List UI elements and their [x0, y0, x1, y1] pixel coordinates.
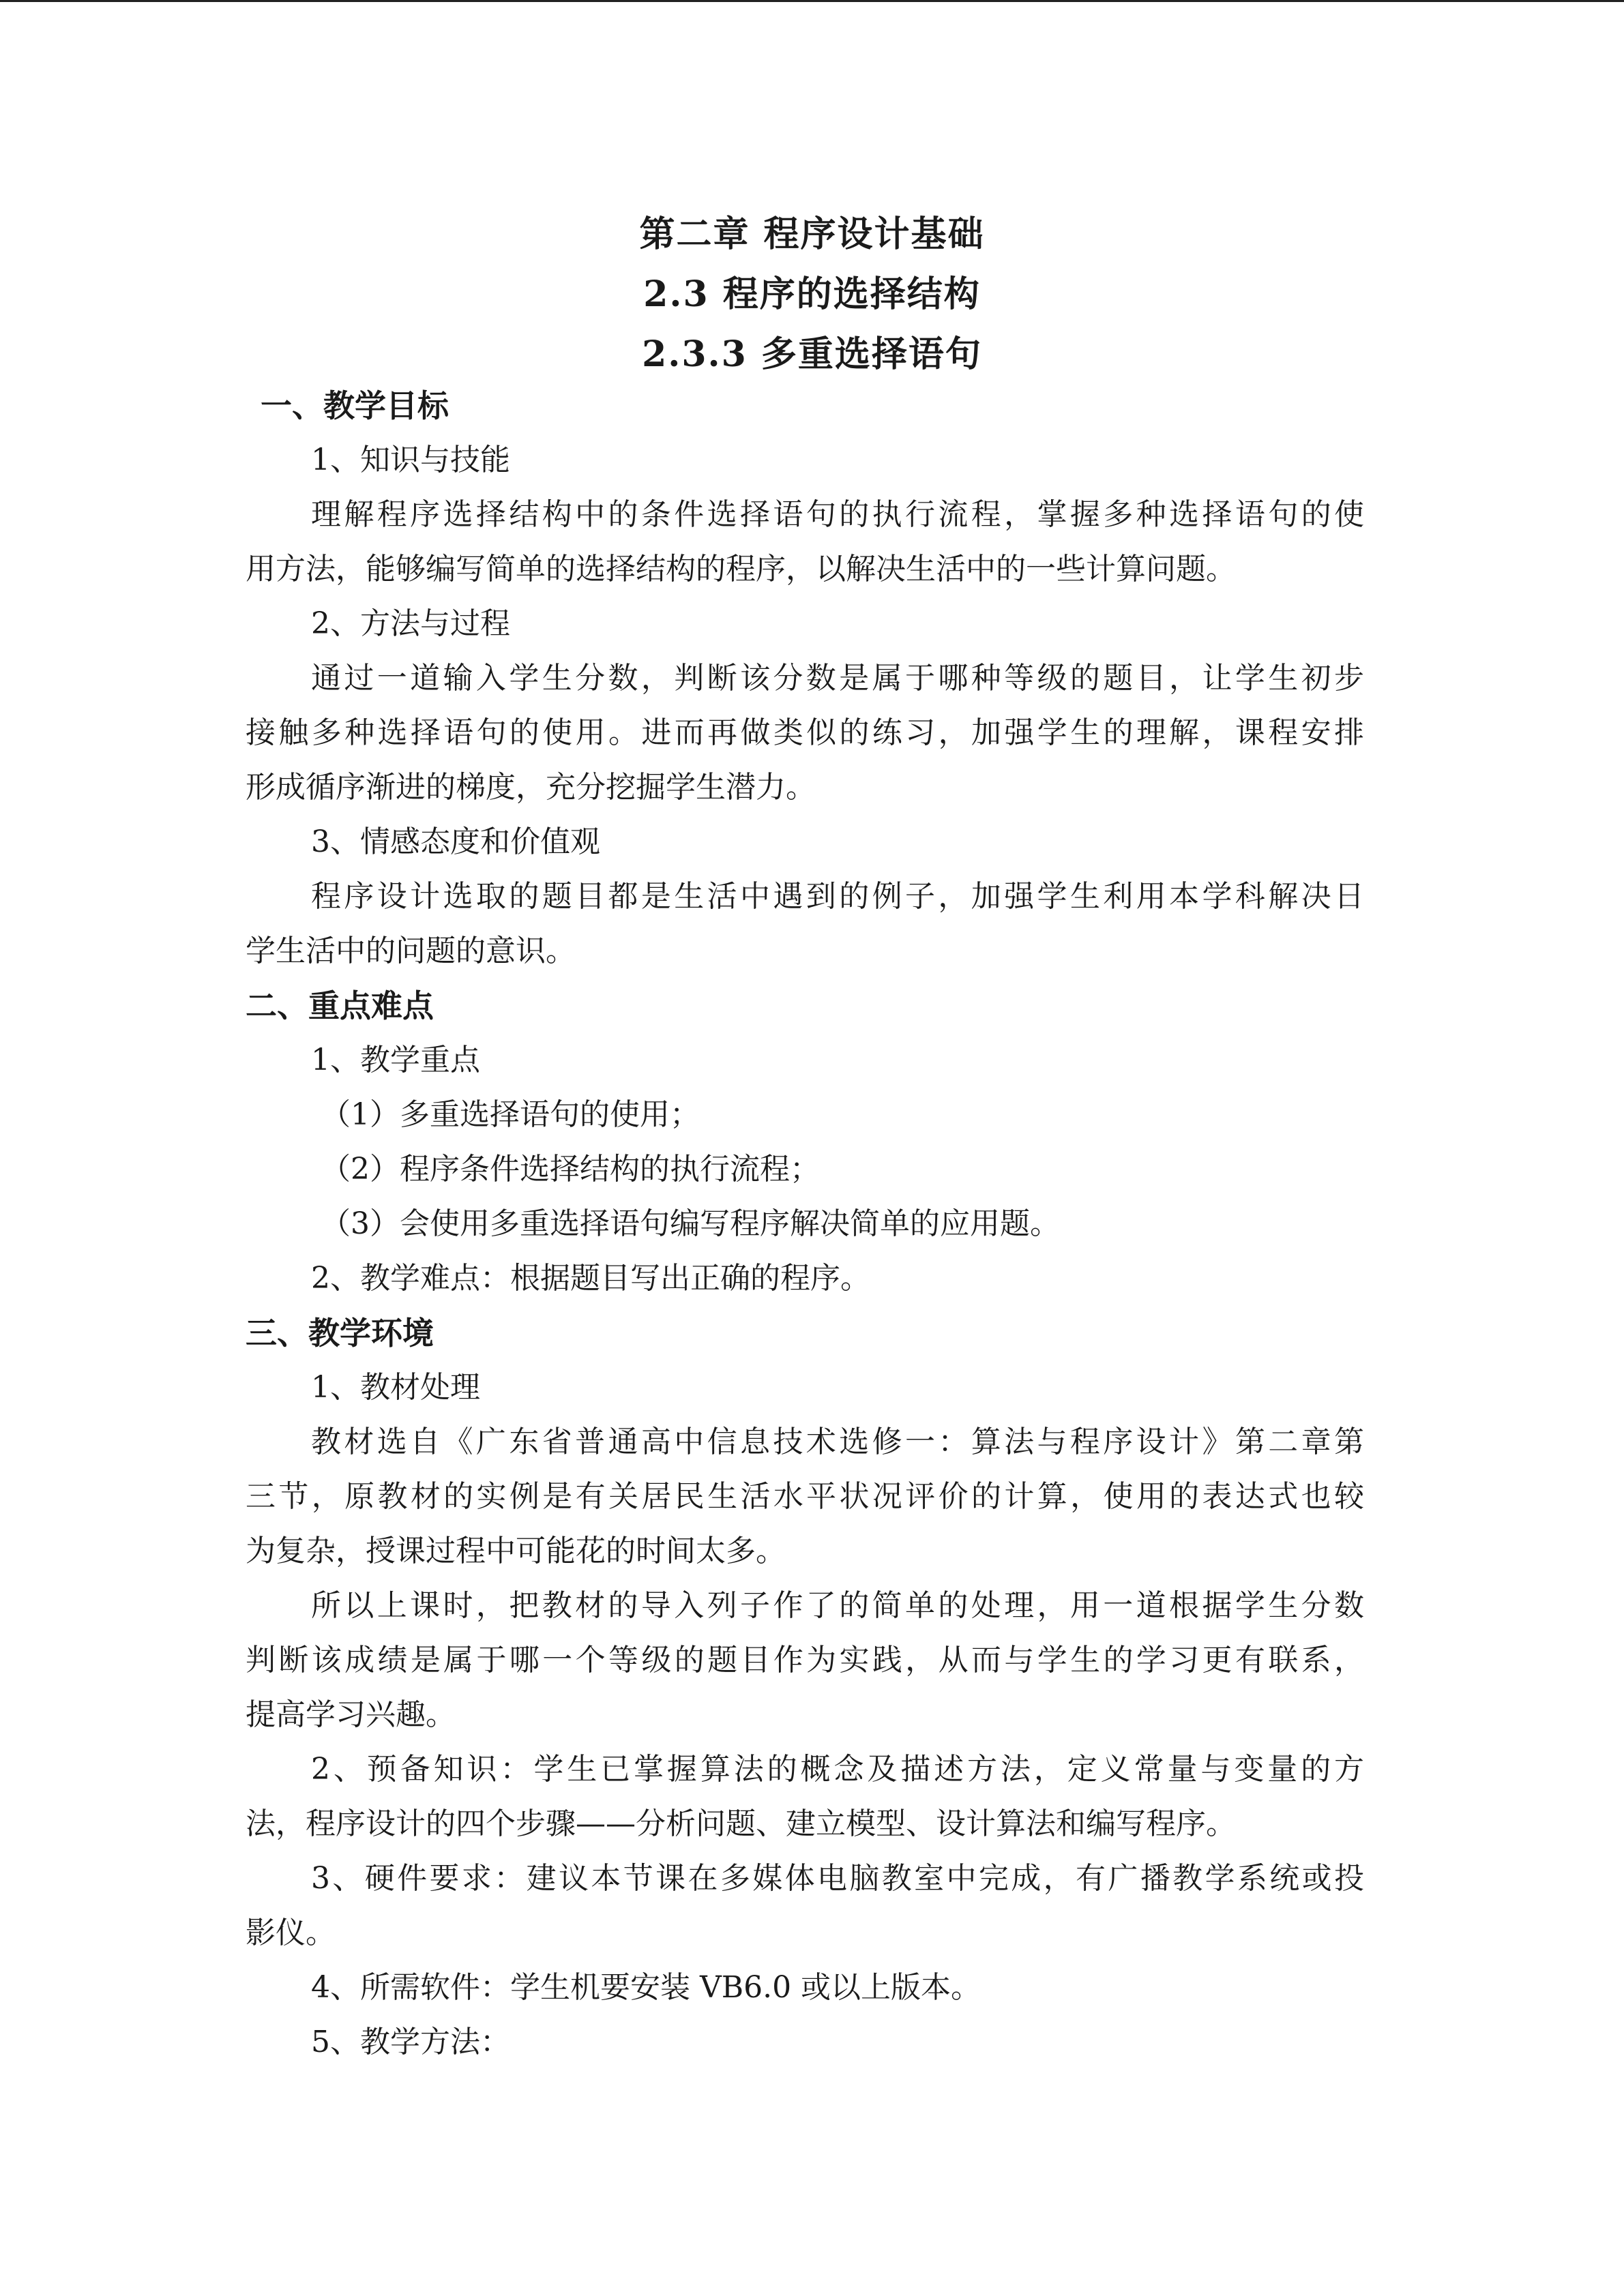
- chapter-title: 第二章 程序设计基础: [639, 213, 985, 255]
- subheading-teaching-difficulty: 2、教学难点：根据题目写出正确的程序。: [311, 1261, 870, 1296]
- paragraph-line: 法，程序设计的四个步骤——分析问题、建立模型、设计算法和编写程序。: [246, 1806, 1236, 1841]
- paragraph-line: 形成循序渐进的梯度，充分挖掘学生潜力。: [246, 770, 816, 805]
- subheading-teaching-method: 5、教学方法：: [311, 2025, 510, 2059]
- paragraph-line: 学生活中的问题的意识。: [246, 934, 576, 968]
- subheading-software: 4、所需软件：学生机要安装 VB6.0 或以上版本。: [311, 1970, 981, 2005]
- subheading-material-handling: 1、教材处理: [311, 1370, 480, 1405]
- subheading-attitude-values: 3、情感态度和价值观: [311, 824, 600, 859]
- paragraph-line: 判断该成绩是属于哪一个等级的题目作为实践，从而与学生的学习更有联系，: [246, 1643, 1364, 1678]
- paragraph-line: 接触多种选择语句的使用。进而再做类似的练习，加强学生的理解，课程安排: [246, 715, 1364, 750]
- paragraph-line: 影仪。: [246, 1915, 336, 1950]
- section-heading-key-points: 二、重点难点: [246, 987, 434, 1024]
- list-item: （1）多重选择语句的使用；: [321, 1097, 700, 1132]
- paragraph-line: 用方法，能够编写简单的选择结构的程序，以解决生活中的一些计算问题。: [246, 552, 1236, 586]
- paragraph-line: 理解程序选择结构中的条件选择语句的执行流程，掌握多种选择语句的使: [311, 497, 1364, 532]
- paragraph-line: 提高学习兴趣。: [246, 1697, 456, 1732]
- subheading-method-process: 2、方法与过程: [311, 606, 510, 641]
- paragraph-line: 通过一道输入学生分数，判断该分数是属于哪种等级的题目，让学生初步: [311, 661, 1364, 696]
- paragraph-line: 教材选自《广东省普通高中信息技术选修一：算法与程序设计》第二章第: [311, 1425, 1364, 1459]
- paragraph-line: 为复杂，授课过程中可能花的时间太多。: [246, 1534, 786, 1568]
- subheading-teaching-focus: 1、教学重点: [311, 1043, 480, 1077]
- paragraph-line: 三节，原教材的实例是有关居民生活水平状况评价的计算，使用的表达式也较: [246, 1479, 1364, 1514]
- subsection-title: 2.3.3 多重选择语句: [642, 333, 982, 375]
- subheading-hardware: 3、硬件要求：建议本节课在多媒体电脑教室中完成，有广播教学系统或投: [311, 1861, 1364, 1896]
- list-item: （2）程序条件选择结构的执行流程；: [321, 1152, 820, 1187]
- subheading-prior-knowledge: 2、预备知识：学生已掌握算法的概念及描述方法，定义常量与变量的方: [311, 1752, 1364, 1787]
- paragraph-line: 所以上课时，把教材的导入列子作了的简单的处理，用一道根据学生分数: [311, 1588, 1364, 1623]
- subheading-knowledge-skills: 1、知识与技能: [311, 443, 510, 477]
- document-body: [246, 378, 1364, 2070]
- list-item: （3）会使用多重选择语句编写程序解决简单的应用题。: [321, 1206, 1060, 1241]
- section-heading-objectives: 一、教学目标: [261, 387, 449, 424]
- section-heading-environment: 三、教学环境: [246, 1315, 434, 1352]
- title-block: [0, 205, 1624, 385]
- paragraph-line: 程序设计选取的题目都是生活中遇到的例子，加强学生利用本学科解决日: [311, 879, 1364, 914]
- section-title: 2.3 程序的选择结构: [643, 273, 981, 315]
